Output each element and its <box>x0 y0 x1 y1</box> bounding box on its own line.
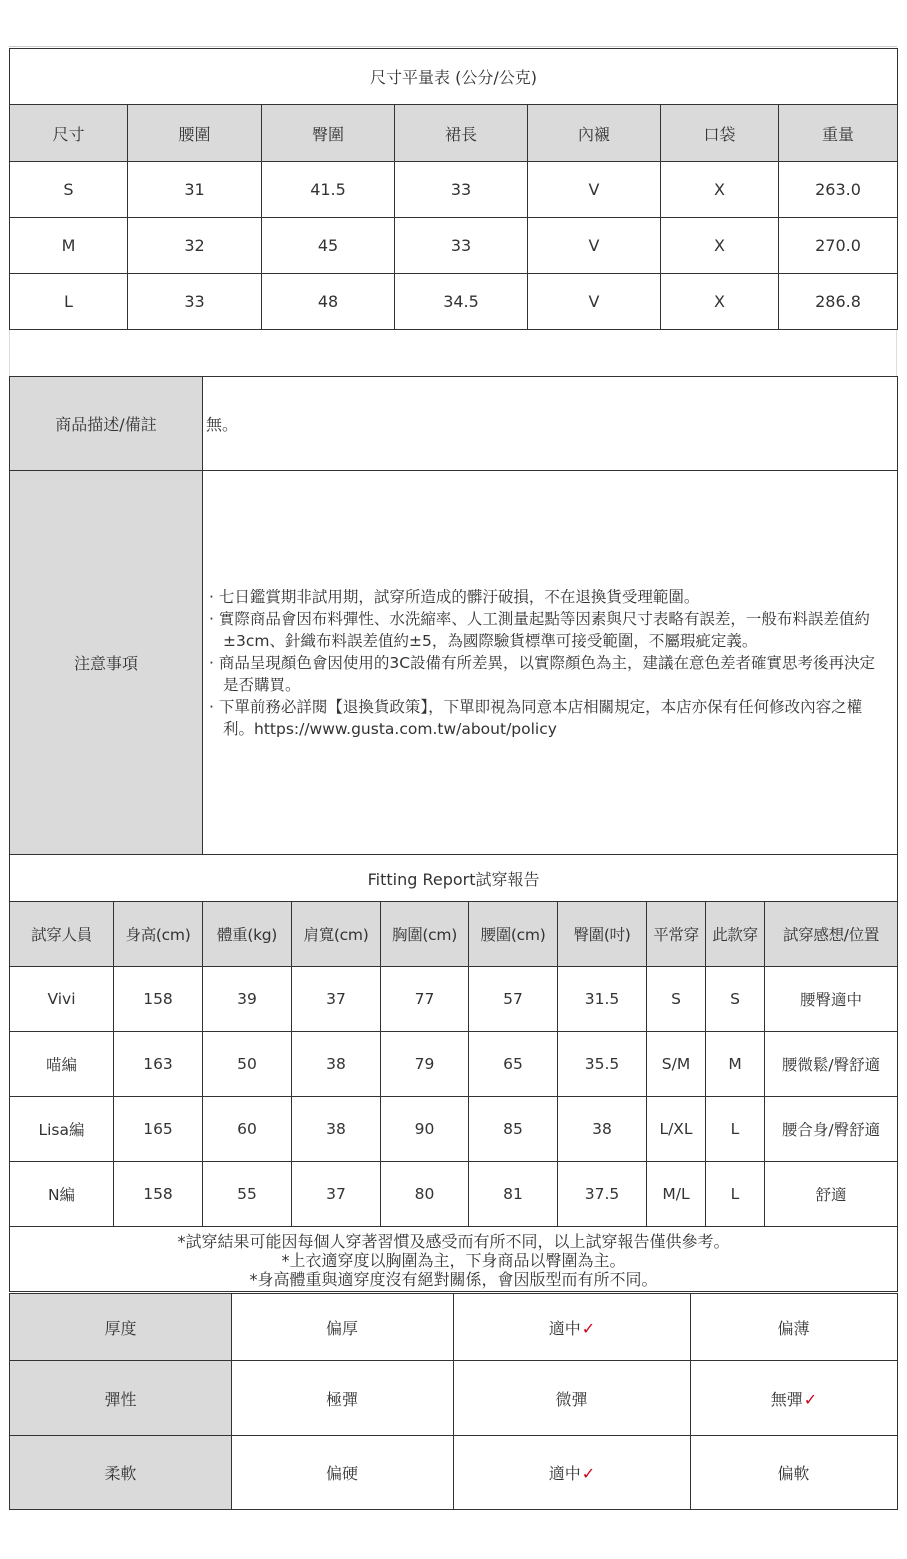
option-label: 適中 <box>548 1464 581 1483</box>
fabric-option <box>232 1361 454 1436</box>
elasticity-label: 彈性 <box>10 1361 232 1436</box>
thickness-row <box>10 1294 898 1361</box>
header-hip: 臀圍 <box>262 105 395 162</box>
height-cell: 158 <box>114 1162 203 1227</box>
weight-cell: 270.0 <box>779 218 898 274</box>
desc-label: 商品描述/備註 <box>10 377 203 471</box>
waist-cell: 85 <box>469 1097 558 1162</box>
fitting-footnotes <box>10 1227 898 1292</box>
header-weight: 體重(kg) <box>203 902 292 967</box>
header-size: 尺寸 <box>10 105 128 162</box>
fitting-report-table <box>9 854 898 1292</box>
waist-cell: 81 <box>469 1162 558 1227</box>
lining-cell: V <box>528 274 661 330</box>
header-feedback: 試穿感想/位置 <box>765 902 898 967</box>
fabric-option <box>691 1436 898 1510</box>
size-cell: M <box>10 218 128 274</box>
option-label: 偏厚 <box>325 1318 358 1338</box>
length-cell: 34.5 <box>395 274 528 330</box>
header-tester: 試穿人員 <box>10 902 114 967</box>
footnote: *身高體重與適穿度沒有絕對關係，會因版型而有所不同。 <box>249 1269 658 1289</box>
feedback-cell: 舒適 <box>765 1162 898 1227</box>
weight-cell: 50 <box>203 1032 292 1097</box>
table-row <box>10 967 898 1032</box>
fabric-option <box>454 1294 691 1361</box>
fabric-attributes-table <box>9 1293 898 1510</box>
feedback-cell: 腰臀適中 <box>765 967 898 1032</box>
hip-cell: 37.5 <box>558 1162 647 1227</box>
waist-cell: 33 <box>128 274 262 330</box>
hip-cell: 41.5 <box>262 162 395 218</box>
table-row <box>10 1032 898 1097</box>
weight-cell: 55 <box>203 1162 292 1227</box>
fabric-option <box>454 1361 691 1436</box>
option-label: 極彈 <box>325 1389 358 1409</box>
chest-cell: 90 <box>381 1097 469 1162</box>
header-chest: 胸圍(cm) <box>381 902 469 967</box>
pocket-cell: X <box>661 162 779 218</box>
table-row <box>10 1162 898 1227</box>
fitting-header-row <box>10 902 898 967</box>
header-height: 身高(cm) <box>114 902 203 967</box>
usual-size-cell: S/M <box>647 1032 706 1097</box>
header-skirt-length: 裙長 <box>395 105 528 162</box>
elasticity-row <box>10 1361 898 1436</box>
size-cell: L <box>10 274 128 330</box>
thickness-label: 厚度 <box>10 1294 232 1361</box>
chest-cell: 79 <box>381 1032 469 1097</box>
option-label: 偏硬 <box>325 1464 358 1483</box>
weight-cell: 39 <box>203 967 292 1032</box>
usual-size-cell: M/L <box>647 1162 706 1227</box>
size-table-header-row <box>10 105 898 162</box>
checkmark-icon: ✓ <box>803 1389 818 1409</box>
lining-cell: V <box>528 218 661 274</box>
pocket-cell: X <box>661 274 779 330</box>
waist-cell: 31 <box>128 162 262 218</box>
note-item: · 商品呈現顏色會因使用的3C設備有所差異，以實際顏色為主，建議在意色差者確實思考後再決定是否購買。 <box>209 653 876 694</box>
tester-cell: Lisa編 <box>10 1097 114 1162</box>
header-pocket: 口袋 <box>661 105 779 162</box>
shoulder-cell: 38 <box>292 1097 381 1162</box>
table-row <box>10 1097 898 1162</box>
option-label: 微彈 <box>555 1389 588 1409</box>
this-size-cell: S <box>706 967 765 1032</box>
desc-value: 無。 <box>203 377 898 471</box>
height-cell: 165 <box>114 1097 203 1162</box>
hip-cell: 38 <box>558 1097 647 1162</box>
header-weight: 重量 <box>779 105 898 162</box>
header-hip: 臀圍(吋) <box>558 902 647 967</box>
header-usual-size: 平常穿 <box>647 902 706 967</box>
usual-size-cell: L/XL <box>647 1097 706 1162</box>
option-label: 無彈 <box>770 1389 803 1409</box>
hip-cell: 45 <box>262 218 395 274</box>
checkmark-icon: ✓ <box>581 1318 596 1338</box>
size-table <box>9 48 898 330</box>
hip-cell: 48 <box>262 274 395 330</box>
top-divider <box>9 46 897 47</box>
option-label: 偏薄 <box>777 1318 810 1338</box>
header-lining: 內襯 <box>528 105 661 162</box>
fitting-report-title: Fitting Report試穿報告 <box>10 855 898 902</box>
tester-cell: N編 <box>10 1162 114 1227</box>
weight-cell: 263.0 <box>779 162 898 218</box>
hip-cell: 31.5 <box>558 967 647 1032</box>
table-row <box>10 274 898 330</box>
waist-cell: 32 <box>128 218 262 274</box>
checkmark-icon: ✓ <box>581 1464 596 1483</box>
option-label: 適中 <box>548 1318 581 1338</box>
height-cell: 163 <box>114 1032 203 1097</box>
tester-cell: Vivi <box>10 967 114 1032</box>
feedback-cell: 腰微鬆/臀舒適 <box>765 1032 898 1097</box>
this-size-cell: M <box>706 1032 765 1097</box>
this-size-cell: L <box>706 1097 765 1162</box>
fabric-option <box>691 1361 898 1436</box>
chest-cell: 77 <box>381 967 469 1032</box>
option-label: 偏軟 <box>777 1464 810 1483</box>
usual-size-cell: S <box>647 967 706 1032</box>
this-size-cell: L <box>706 1162 765 1227</box>
fabric-option <box>232 1436 454 1510</box>
notes-content <box>203 471 898 855</box>
note-item: · 下單前務必詳閱【退換貨政策】，下單即視為同意本店相關規定，本店亦保有任何修改內容之權利。https://www.gusta.com.tw/about/policy <box>209 697 863 738</box>
fabric-option <box>232 1294 454 1361</box>
notes-label: 注意事項 <box>10 471 203 855</box>
section-spacer <box>9 330 897 376</box>
height-cell: 158 <box>114 967 203 1032</box>
header-waist: 腰圍(cm) <box>469 902 558 967</box>
footnote: *上衣適穿度以胸圍為主，下身商品以臀圍為主。 <box>281 1250 626 1270</box>
header-waist: 腰圍 <box>128 105 262 162</box>
fabric-option <box>691 1294 898 1361</box>
lining-cell: V <box>528 162 661 218</box>
note-item: · 七日鑑賞期非試用期，試穿所造成的髒汙破損，不在退換貨受理範圍。 <box>209 587 700 606</box>
weight-cell: 286.8 <box>779 274 898 330</box>
header-this-size: 此款穿 <box>706 902 765 967</box>
pocket-cell: X <box>661 218 779 274</box>
info-table <box>9 376 898 855</box>
table-row <box>10 218 898 274</box>
weight-cell: 60 <box>203 1097 292 1162</box>
length-cell: 33 <box>395 218 528 274</box>
shoulder-cell: 37 <box>292 967 381 1032</box>
size-table-title: 尺寸平量表 (公分/公克) <box>10 49 898 105</box>
waist-cell: 65 <box>469 1032 558 1097</box>
table-row <box>10 162 898 218</box>
header-shoulder: 肩寬(cm) <box>292 902 381 967</box>
chest-cell: 80 <box>381 1162 469 1227</box>
hip-cell: 35.5 <box>558 1032 647 1097</box>
shoulder-cell: 38 <box>292 1032 381 1097</box>
softness-label: 柔軟 <box>10 1436 232 1510</box>
length-cell: 33 <box>395 162 528 218</box>
waist-cell: 57 <box>469 967 558 1032</box>
fabric-option <box>454 1436 691 1510</box>
note-item: · 實際商品會因布料彈性、水洗縮率、人工測量起點等因素與尺寸表略有誤差，一般布料誤差值約±3cm、針織布料誤差值約±5，為國際驗貨標準可接受範圍，不屬瑕疵定義。 <box>209 609 870 650</box>
shoulder-cell: 37 <box>292 1162 381 1227</box>
tester-cell: 喵編 <box>10 1032 114 1097</box>
softness-row <box>10 1436 898 1510</box>
footnote: *試穿結果可能因每個人穿著習慣及感受而有所不同，以上試穿報告僅供參考。 <box>177 1231 730 1251</box>
feedback-cell: 腰合身/臀舒適 <box>765 1097 898 1162</box>
size-cell: S <box>10 162 128 218</box>
